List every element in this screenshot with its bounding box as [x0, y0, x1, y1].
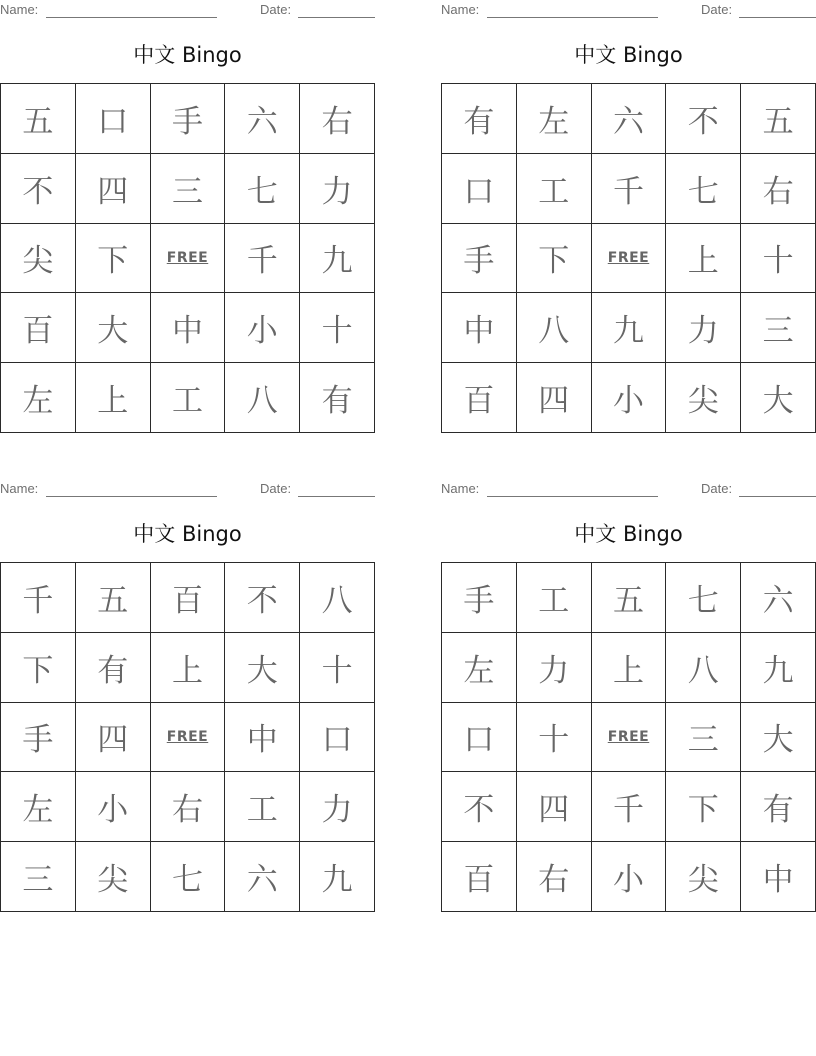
name-date-header: [0, 481, 375, 499]
name-blank-line: [487, 496, 658, 497]
bingo-cell: 千: [225, 224, 300, 294]
name-label: Name:: [441, 481, 480, 496]
name-label: Name:: [0, 481, 39, 496]
bingo-cell: 四: [517, 363, 592, 433]
bingo-cell: 中: [442, 293, 517, 363]
bingo-cell: 三: [1, 842, 76, 912]
bingo-cell: 有: [442, 84, 517, 154]
bingo-cell: 大: [741, 363, 816, 433]
bingo-cell: 右: [300, 84, 375, 154]
bingo-cell: 七: [666, 563, 741, 633]
bingo-cell: 上: [151, 633, 226, 703]
name-label: Name:: [0, 2, 39, 17]
bingo-cell: 三: [741, 293, 816, 363]
bingo-cell: 右: [151, 772, 226, 842]
bingo-cell: 五: [76, 563, 151, 633]
bingo-cell: 百: [442, 842, 517, 912]
bingo-cell: 有: [76, 633, 151, 703]
bingo-cell: 六: [225, 84, 300, 154]
bingo-cell: 五: [741, 84, 816, 154]
bingo-cell: 口: [76, 84, 151, 154]
free-space-cell: FREE: [592, 224, 667, 294]
bingo-cell: 有: [300, 363, 375, 433]
bingo-cell: 中: [151, 293, 226, 363]
date-blank-line: [739, 17, 816, 18]
bingo-cell: 十: [517, 703, 592, 773]
bingo-cell: 六: [592, 84, 667, 154]
bingo-card: [441, 0, 816, 435]
bingo-cell: 六: [741, 563, 816, 633]
bingo-cell: 下: [666, 772, 741, 842]
bingo-cell: 上: [76, 363, 151, 433]
bingo-cell: 六: [225, 842, 300, 912]
bingo-cell: 工: [517, 154, 592, 224]
bingo-cell: 左: [1, 363, 76, 433]
name-date-header: [441, 2, 816, 20]
bingo-cell: 七: [151, 842, 226, 912]
date-label: Date:: [701, 481, 733, 496]
bingo-cell: 工: [225, 772, 300, 842]
bingo-cell: 大: [741, 703, 816, 773]
bingo-cell: 不: [1, 154, 76, 224]
bingo-cell: 十: [300, 633, 375, 703]
bingo-cell: 不: [442, 772, 517, 842]
bingo-cell: 小: [592, 842, 667, 912]
bingo-cell: 五: [1, 84, 76, 154]
bingo-cell: 手: [442, 224, 517, 294]
bingo-cell: 七: [225, 154, 300, 224]
bingo-grid: [0, 83, 375, 433]
bingo-cell: 九: [592, 293, 667, 363]
bingo-cell: 手: [151, 84, 226, 154]
bingo-cell: 下: [517, 224, 592, 294]
bingo-cell: 尖: [76, 842, 151, 912]
bingo-cell: 力: [300, 154, 375, 224]
card-title: 中文 Bingo: [574, 43, 683, 67]
bingo-cell: 百: [442, 363, 517, 433]
bingo-cell: 力: [300, 772, 375, 842]
card-title: 中文 Bingo: [574, 522, 683, 546]
bingo-cell: 尖: [666, 363, 741, 433]
bingo-cell: 右: [517, 842, 592, 912]
bingo-cell: 大: [225, 633, 300, 703]
bingo-cell: 工: [151, 363, 226, 433]
name-blank-line: [46, 496, 217, 497]
bingo-cell: 九: [300, 842, 375, 912]
bingo-grid: [441, 83, 816, 433]
bingo-cell: 五: [592, 563, 667, 633]
bingo-cell: 右: [741, 154, 816, 224]
bingo-cell: 三: [666, 703, 741, 773]
bingo-grid: [441, 562, 816, 912]
bingo-cell: 不: [666, 84, 741, 154]
bingo-card: [441, 479, 816, 914]
date-blank-line: [298, 496, 375, 497]
bingo-cell: 手: [1, 703, 76, 773]
bingo-cell: 口: [300, 703, 375, 773]
card-title: 中文 Bingo: [133, 43, 242, 67]
bingo-cell: 四: [76, 154, 151, 224]
bingo-cell: 小: [592, 363, 667, 433]
bingo-cell: 左: [442, 633, 517, 703]
bingo-cell: 上: [666, 224, 741, 294]
bingo-cell: 九: [741, 633, 816, 703]
bingo-cell: 八: [225, 363, 300, 433]
bingo-cell: 中: [741, 842, 816, 912]
date-blank-line: [739, 496, 816, 497]
bingo-cell: 百: [1, 293, 76, 363]
bingo-cell: 口: [442, 703, 517, 773]
bingo-cell: 手: [442, 563, 517, 633]
bingo-grid: [0, 562, 375, 912]
bingo-cell: 八: [517, 293, 592, 363]
bingo-cell: 七: [666, 154, 741, 224]
bingo-card: [0, 0, 375, 435]
bingo-cell: 左: [1, 772, 76, 842]
name-blank-line: [487, 17, 658, 18]
bingo-cell: 八: [666, 633, 741, 703]
bingo-cell: 百: [151, 563, 226, 633]
bingo-cell: 八: [300, 563, 375, 633]
bingo-cell: 不: [225, 563, 300, 633]
free-space-cell: FREE: [151, 703, 226, 773]
bingo-cell: 上: [592, 633, 667, 703]
bingo-cell: 工: [517, 563, 592, 633]
date-label: Date:: [260, 2, 292, 17]
bingo-cell: 大: [76, 293, 151, 363]
bingo-card: [0, 479, 375, 914]
bingo-cell: 十: [300, 293, 375, 363]
name-date-header: [0, 2, 375, 20]
free-space-cell: FREE: [592, 703, 667, 773]
bingo-cell: 千: [592, 772, 667, 842]
name-label: Name:: [441, 2, 480, 17]
bingo-cell: 左: [517, 84, 592, 154]
bingo-cell: 下: [1, 633, 76, 703]
bingo-cell: 十: [741, 224, 816, 294]
bingo-cell: 三: [151, 154, 226, 224]
date-blank-line: [298, 17, 375, 18]
bingo-cell: 千: [592, 154, 667, 224]
date-label: Date:: [701, 2, 733, 17]
free-space-cell: FREE: [151, 224, 226, 294]
name-blank-line: [46, 17, 217, 18]
bingo-cell: 尖: [1, 224, 76, 294]
bingo-cell: 四: [76, 703, 151, 773]
bingo-cell: 小: [225, 293, 300, 363]
bingo-cell: 有: [741, 772, 816, 842]
bingo-cell: 九: [300, 224, 375, 294]
bingo-cell: 下: [76, 224, 151, 294]
date-label: Date:: [260, 481, 292, 496]
bingo-cell: 力: [666, 293, 741, 363]
bingo-cell: 千: [1, 563, 76, 633]
bingo-cell: 小: [76, 772, 151, 842]
card-title: 中文 Bingo: [133, 522, 242, 546]
bingo-cell: 口: [442, 154, 517, 224]
bingo-cell: 中: [225, 703, 300, 773]
bingo-cell: 尖: [666, 842, 741, 912]
bingo-cell: 四: [517, 772, 592, 842]
name-date-header: [441, 481, 816, 499]
bingo-cell: 力: [517, 633, 592, 703]
